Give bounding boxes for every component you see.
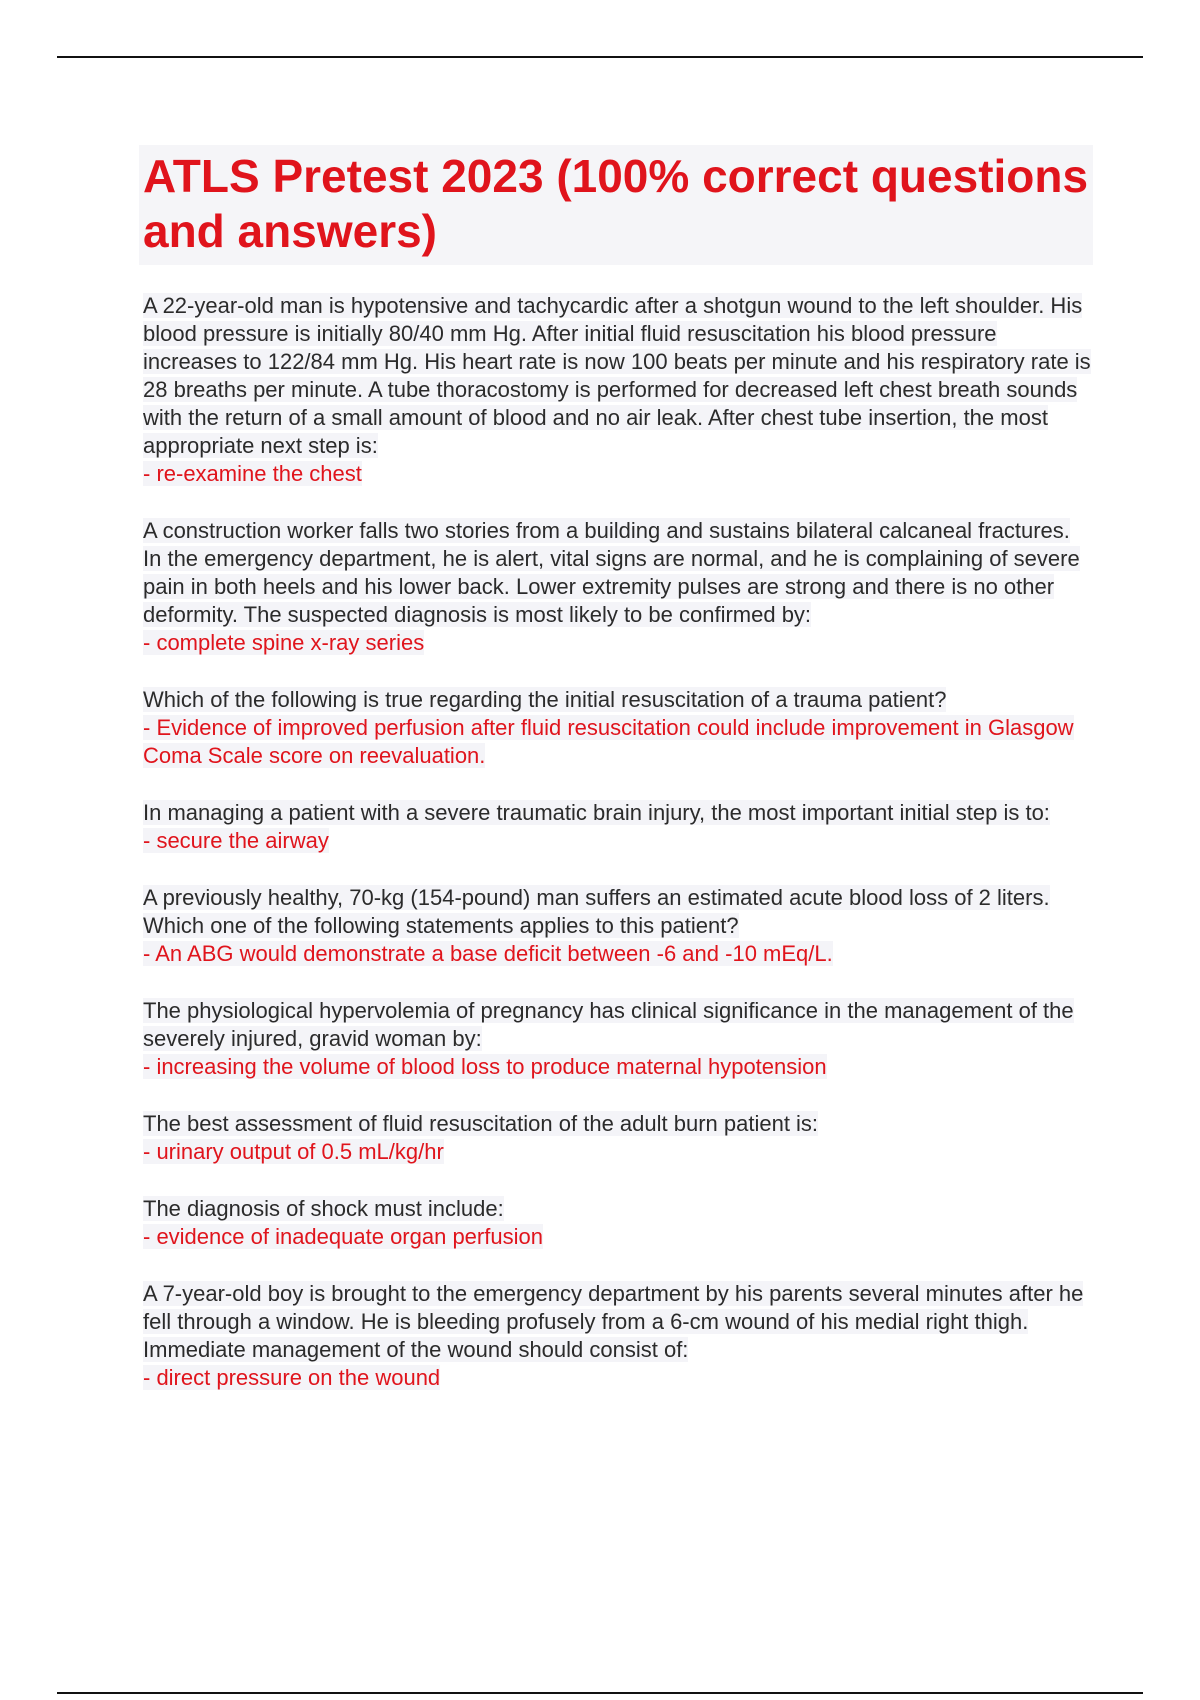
question-text: Which of the following is true regarding the initial resuscitation of a trauma patient? (143, 687, 947, 712)
qa-item (143, 799, 1093, 855)
answer-text: - Evidence of improved perfusion after fluid resuscitation could include improvement in Glasgow Coma Scale score on reevaluation. (143, 715, 1074, 768)
qa-list (143, 292, 1093, 1392)
qa-item (143, 292, 1093, 488)
question-text: The physiological hypervolemia of pregnancy has clinical significance in the management of the severely injured, gravid woman by: (143, 998, 1074, 1051)
answer-text: - secure the airway (143, 828, 329, 853)
question-text: A previously healthy, 70-kg (154-pound) man suffers an estimated acute blood loss of 2 liters. Which one of the following statements applies to this patient? (143, 885, 1050, 938)
page-title: ATLS Pretest 2023 (100% correct questions and answers) (143, 150, 1089, 257)
question-text: A 7-year-old boy is brought to the emergency department by his parents several minutes after he fell through a window. He is bleeding profusely from a 6-cm wound of his medial right thigh. Immediate management of the wound should consist of: (143, 1281, 1084, 1362)
question-text: A construction worker falls two stories from a building and sustains bilateral calcaneal fractures. In the emergency department, he is alert, vital signs are normal, and he is complaining of severe pain in both heels and his lower back. Lower extremity pulses are strong and there is no other deformity. The suspected diagnosis is most likely to be confirmed by: (143, 518, 1080, 627)
question-text: The diagnosis of shock must include: (143, 1196, 504, 1221)
document-body (143, 145, 1093, 1421)
question-text: The best assessment of fluid resuscitation of the adult burn patient is: (143, 1111, 819, 1136)
question-text: A 22-year-old man is hypotensive and tachycardic after a shotgun wound to the left shoulder. His blood pressure is initially 80/40 mm Hg. After initial fluid resuscitation his blood pressure increases to 122/84 mm Hg. His heart rate is now 100 beats per minute and his respiratory rate is 28 breaths per minute. A tube thoracostomy is performed for decreased left chest breath sounds with the return of a small amount of blood and no air leak. After chest tube insertion, the most appropriate next step is: (143, 293, 1091, 458)
title-block (139, 145, 1093, 265)
answer-text: - complete spine x-ray series (143, 630, 425, 655)
header-rule (57, 56, 1143, 58)
footer-rule (57, 1692, 1143, 1694)
qa-item (143, 1280, 1093, 1392)
question-text: In managing a patient with a severe traumatic brain injury, the most important initial step is to: (143, 800, 1050, 825)
answer-text: - re-examine the chest (143, 461, 362, 486)
qa-item (143, 686, 1093, 770)
qa-item (143, 517, 1093, 657)
qa-item (143, 1110, 1093, 1166)
qa-item (143, 1195, 1093, 1251)
qa-item (143, 997, 1093, 1081)
answer-text: - increasing the volume of blood loss to produce maternal hypotension (143, 1054, 827, 1079)
answer-text: - urinary output of 0.5 mL/kg/hr (143, 1139, 444, 1164)
answer-text: - An ABG would demonstrate a base deficit between -6 and -10 mEq/L. (143, 941, 833, 966)
qa-item (143, 884, 1093, 968)
answer-text: - direct pressure on the wound (143, 1365, 441, 1390)
answer-text: - evidence of inadequate organ perfusion (143, 1224, 543, 1249)
